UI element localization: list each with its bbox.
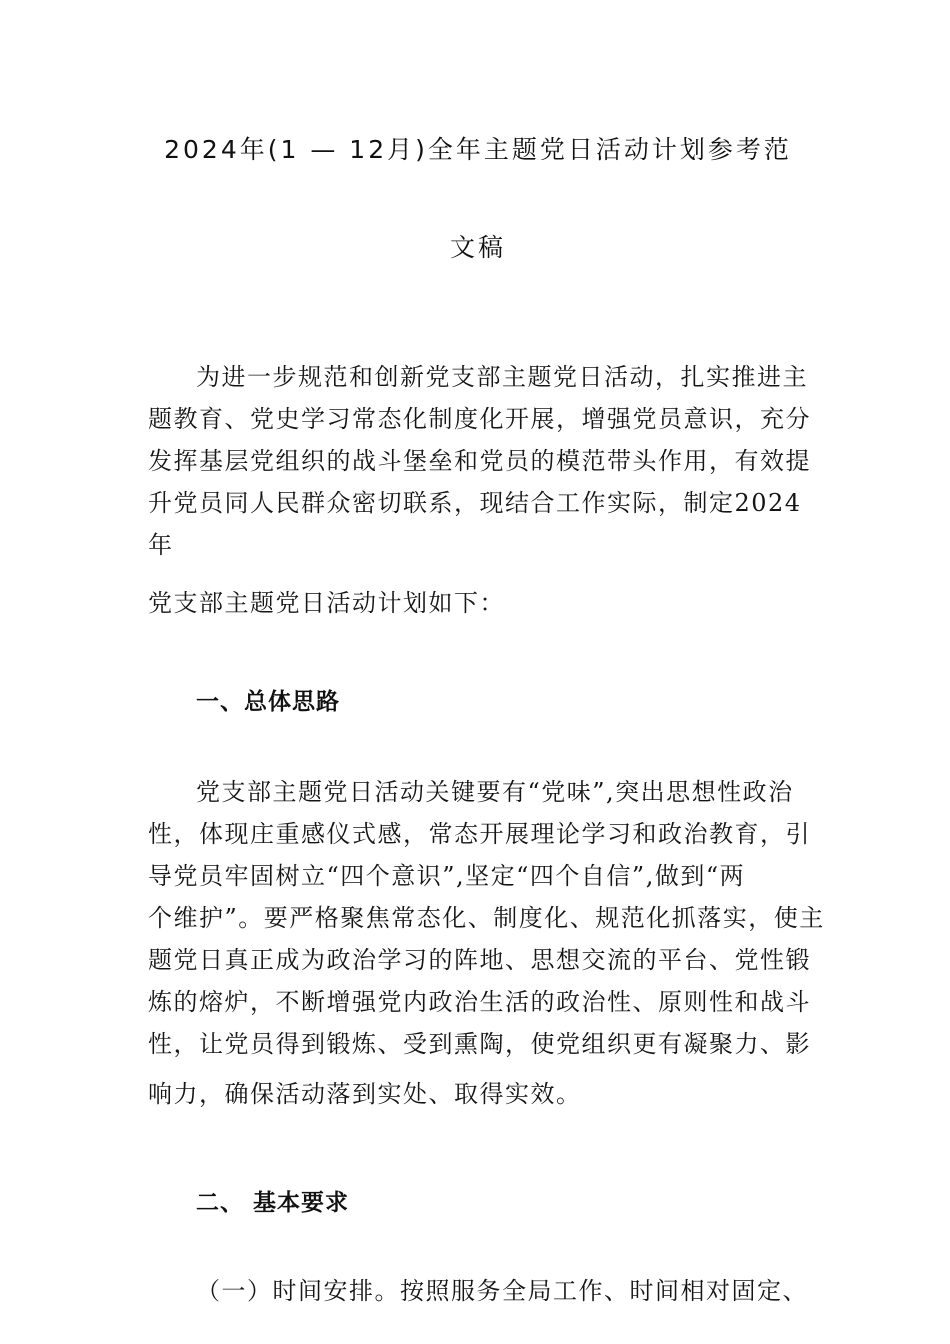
- intro-line: 题教育、党史学习常态化制度化开展，增强党员意识，充分: [148, 405, 811, 433]
- intro-paragraph: [148, 356, 811, 566]
- section-heading-overall-approach: 一、总体思路: [196, 689, 340, 715]
- intro-line: 发挥基层党组织的战斗堡垒和党员的模范带头作用，有效提: [148, 447, 811, 475]
- intro-line: 为进一步规范和创新党支部主题党日活动，扎实推进主: [196, 363, 808, 391]
- section1-line: 响力，确保活动落到实处、取得实效。: [148, 1080, 582, 1108]
- section2-line: （一）时间安排。按照服务全局工作、时间相对固定、: [196, 1277, 808, 1305]
- section1-line: 性，体现庄重感仪式感，常态开展理论学习和政治教育，引: [148, 820, 811, 848]
- intro-continuation-line: 党支部主题党日活动计划如下：: [148, 589, 505, 617]
- section1-line: 导党员牢固树立“四个意识”,坚定“四个自信”,做到“两: [148, 862, 746, 890]
- intro-continuation: [148, 582, 808, 624]
- section1-paragraph: [148, 771, 825, 1115]
- section-heading-basic-requirements: 二、 基本要求: [196, 1190, 350, 1216]
- section1-line: 党支部主题党日活动关键要有“党味”,突出思想性政治: [196, 778, 794, 806]
- section1-line: 炼的熔炉，不断增强党内政治生活的政治性、原则性和战斗: [148, 988, 811, 1016]
- section1-line: 题党日真正成为政治学习的阵地、思想交流的平台、党性锻: [148, 946, 811, 974]
- intro-line: 升党员同人民群众密切联系，现结合工作实际，制定2024: [148, 489, 802, 517]
- section2-paragraph: [148, 1270, 808, 1312]
- section1-line: 性，让党员得到锻炼、受到熏陶，使党组织更有凝聚力、影: [148, 1030, 811, 1058]
- document-title-line-2: 文稿: [449, 233, 506, 262]
- document-title-line-1: 2024年(1 — 12月)全年主题党日活动计划参考范: [164, 135, 792, 164]
- intro-line: 年: [148, 531, 174, 559]
- section1-line: 个维护”。要严格聚焦常态化、制度化、规范化抓落实，使主: [148, 904, 825, 932]
